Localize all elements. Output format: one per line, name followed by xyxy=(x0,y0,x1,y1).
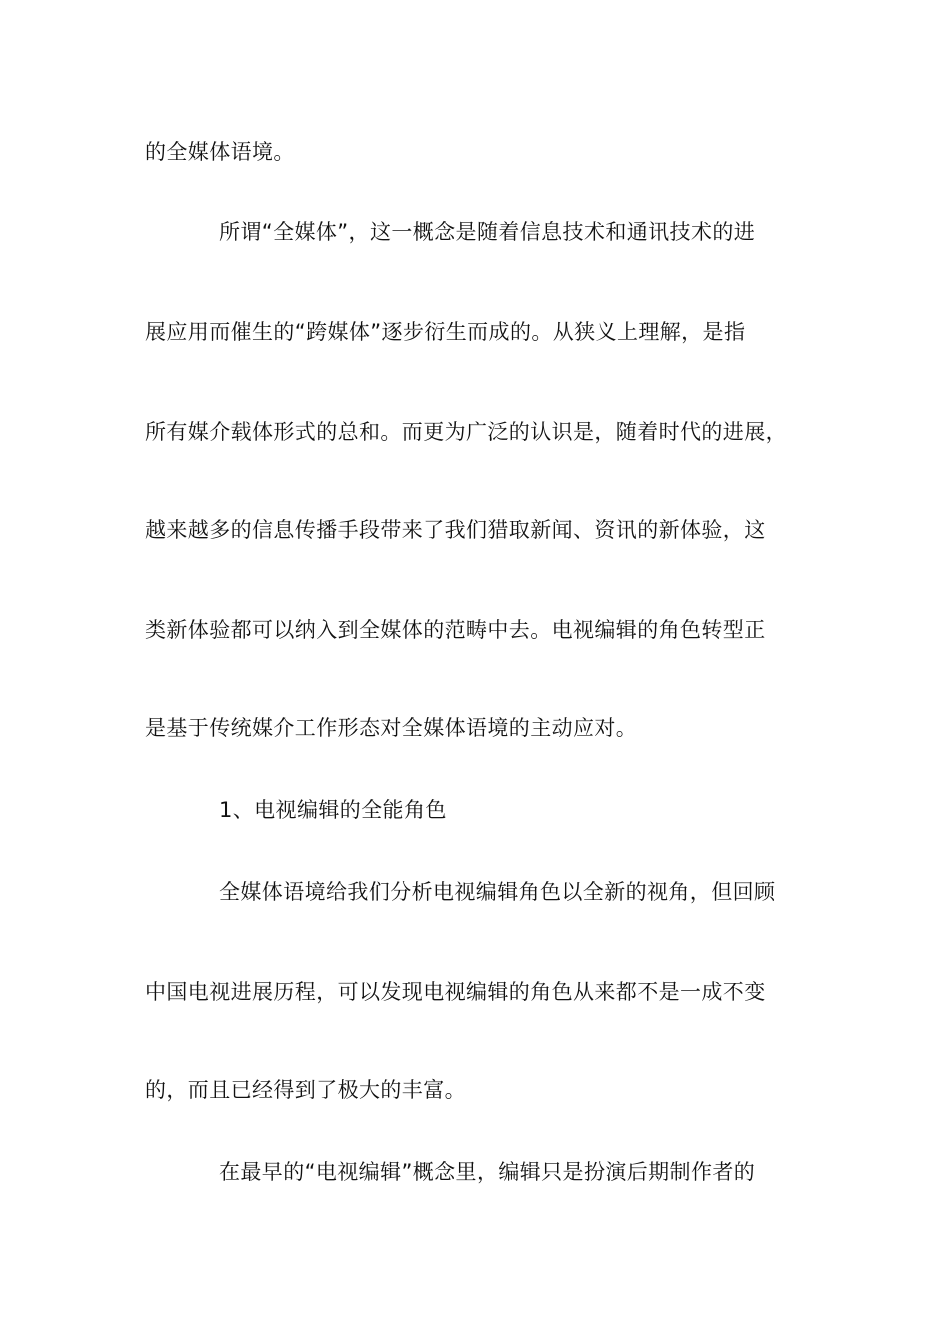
text-line: 越来越多的信息传播手段带来了我们猎取新闻、资讯的新体验，这 xyxy=(145,518,766,542)
text-line: 中国电视进展历程，可以发现电视编辑的角色从来都不是一成不变 xyxy=(145,980,766,1004)
paragraph-start-line: 全媒体语境给我们分析电视编辑角色以全新的视角，但回顾 xyxy=(219,880,776,904)
text-line: 类新体验都可以纳入到全媒体的范畴中去。电视编辑的角色转型正 xyxy=(145,618,766,642)
text-line: 所有媒介载体形式的总和。而更为广泛的认识是，随着时代的进展， xyxy=(145,420,787,444)
text-line: 的全媒体语境。 xyxy=(145,140,295,164)
text-line: 展应用而催生的“跨媒体”逐步衍生而成的。从狭义上理解，是指 xyxy=(145,320,746,344)
paragraph-start-line: 所谓“全媒体”，这一概念是随着信息技术和通讯技术的进 xyxy=(219,220,756,244)
paragraph-start-line: 在最早的“电视编辑”概念里，编辑只是扮演后期制作者的 xyxy=(219,1160,756,1184)
text-line: 的，而且已经得到了极大的丰富。 xyxy=(145,1078,466,1102)
section-heading: 1、电视编辑的全能角色 xyxy=(219,798,447,822)
text-line: 是基于传统媒介工作形态对全媒体语境的主动应对。 xyxy=(145,716,638,740)
